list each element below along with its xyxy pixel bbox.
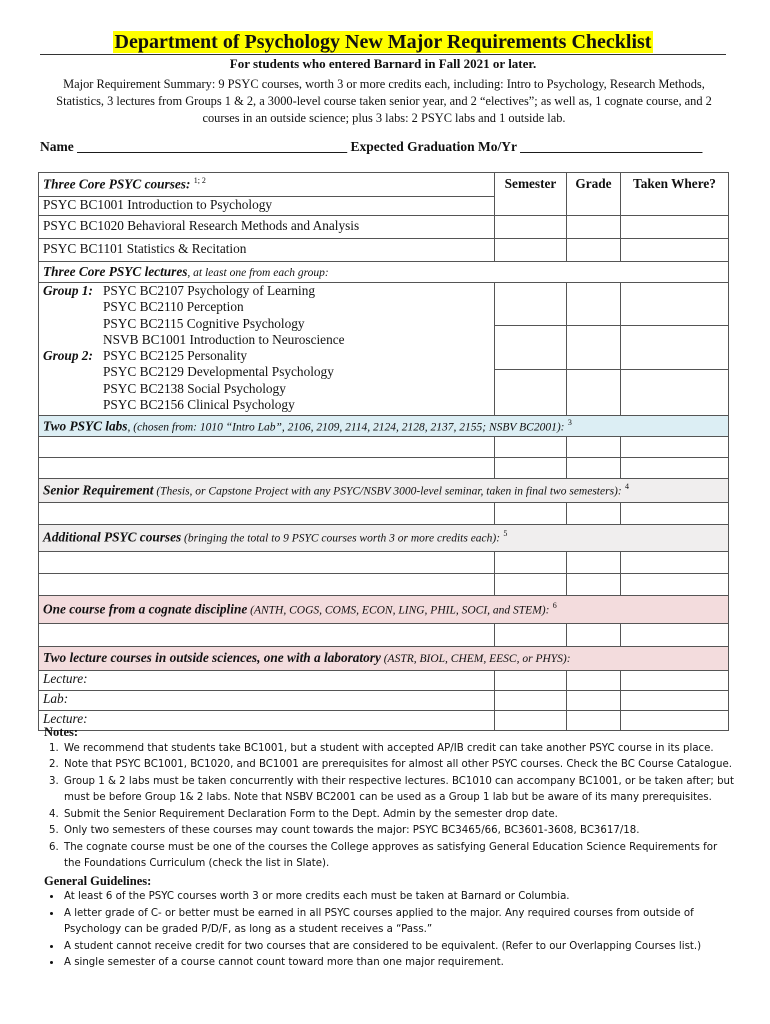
notes-section (44, 724, 734, 972)
lab-entry-row (39, 458, 729, 479)
senior-entry-row (39, 503, 729, 525)
semester-cell[interactable] (495, 239, 567, 262)
cognate-heading: One course from a cognate discipline (43, 601, 248, 617)
core-courses-heading: Three Core PSYC courses: (43, 176, 191, 192)
outside-science-row: Lab: (39, 691, 729, 711)
outside-science-heading: Two lecture courses in outside sciences, one with a laboratory (43, 650, 381, 666)
labs-heading: Two PSYC labs (43, 418, 128, 434)
additional-header-row: Additional PSYC courses (bringing the total to 9 PSYC courses worth 3 or more credits each): $^5$ (39, 525, 729, 552)
group-2-label: Group 2: (43, 348, 93, 364)
title-underline (40, 54, 726, 55)
notes-heading: Notes: (44, 725, 79, 739)
guideline-item: • A letter grade of C- or better must be earned in all PSYC courses applied to the major. Any required courses from outside of Psychology can be graded P/D/F, as long as a student receives a “Pass.” (62, 906, 734, 939)
taken-where-column-header: Taken Where? (621, 173, 729, 216)
note-item: 6. The cognate course must be one of the courses the College approves as satisfying General Education Science Requirements for the Foundations Curriculum (check the list in Slate). (62, 840, 734, 873)
cognate-header-row: One course from a cognate discipline (ANTH, COGS, COMS, ECON, LING, PHIL, SOCI, and STEM): $^6$ (39, 596, 729, 624)
additional-heading: Additional PSYC courses (43, 529, 182, 545)
note-item: 3. Group 1 & 2 labs must be taken concurrently with their respective lectures. BC1010 can accompany BC1001, or be taken after; but must be before Group 1& 2 labs. Note that NSBV BC2001 can be used as a Group 1 lab but be aware of its many prerequisites. (62, 774, 734, 807)
taken-where-cell[interactable] (621, 239, 729, 262)
guideline-item: • A student cannot receive credit for two courses that are considered to be equivalent. (Refer to our Overlapping Courses list.) (62, 939, 734, 956)
senior-heading: Senior Requirement (43, 482, 154, 498)
notes-list (44, 741, 734, 873)
guidelines-list (44, 889, 734, 972)
guideline-item: • A single semester of a course cannot count toward more than one major requirement. (62, 955, 734, 972)
senior-header-row: Senior Requirement (Thesis, or Capstone Project with any PSYC/NSBV 3000-level seminar, taken in final two semesters): $^4$ (39, 479, 729, 503)
grade-column-header: Grade (567, 173, 621, 216)
lecture-groups-row: Group 1: PSYC BC2107 Psychology of Learning PSYC BC2110 Perception PSYC BC2115 Cognitive Psychology NSVB BC1001 Introduction to Neuroscience Group 2: PSYC BC2125 Personality PSYC BC2129 Developmental Psychology PSYC BC2138 Social Psychology PSYC BC2156 Clinical Psychology (39, 283, 729, 416)
requirement-summary: Major Requirement Summary: 9 PSYC courses, worth 3 or more credits each, including: Intro to Psychology, Research Methods, Statistics, 3 lectures from Groups 1 & 2, a 3000-level course taken senior year, and 2 “electives”; as well as, 1 cognate course, and 2 courses in an outside science; plus 3 labs: 2 PSYC labs and 1 outside lab. (56, 77, 712, 125)
core-courses-header-row: Three Core PSYC courses: $^{1; 2}$ Semester Grade Taken Where? (39, 173, 729, 197)
lectures-header-row: Three Core PSYC lectures, at least one from each group: (39, 262, 729, 283)
outside-science-row: Lecture: (39, 711, 729, 731)
page-title: Department of Psychology New Major Requirements Checklist (114, 31, 652, 53)
additional-entry-row (39, 574, 729, 596)
labs-header-row: Two PSYC labs, (chosen from: 1010 “Intro Lab”, 2106, 2109, 2114, 2124, 2128, 2137, 2155; NSBV BC2001): $^3$ (39, 416, 729, 437)
note-item: 5. Only two semesters of these courses may count towards the major: PSYC BC3465/66, BC3601-3608, BC3617/18. (62, 823, 734, 840)
name-graduation-line[interactable]: Name ________________________________________ Expected Graduation Mo/Yr ___________________________ (40, 139, 703, 154)
core-course-row: PSYC BC1001 Introduction to Psychology (39, 197, 729, 216)
taken-where-cell[interactable] (621, 216, 729, 239)
cognate-entry-row (39, 624, 729, 647)
note-item: 2. Note that PSYC BC1001, BC1020, and BC1001 are prerequisites for almost all other PSYC courses. Check the BC Course Catalogue. (62, 757, 734, 774)
lab-entry-row (39, 437, 729, 458)
core-course-row: PSYC BC1101 Statistics & Recitation (39, 239, 729, 262)
guidelines-heading: General Guidelines: (44, 873, 152, 888)
subtitle: For students who entered Barnard in Fall 2021 or later. (229, 56, 537, 71)
outside-science-row: Lecture: (39, 671, 729, 691)
semester-column-header: Semester (495, 173, 567, 216)
guideline-item: • At least 6 of the PSYC courses worth 3 or more credits each must be taken at Barnard or Columbia. (62, 889, 734, 906)
note-item: 4. Submit the Senior Requirement Declaration Form to the Dept. Admin by the semester drop date. (62, 807, 734, 824)
core-course-row: PSYC BC1020 Behavioral Research Methods and Analysis (39, 216, 729, 239)
semester-cell[interactable] (495, 216, 567, 239)
grade-cell[interactable] (567, 239, 621, 262)
group-1-label: Group 1: (43, 283, 93, 298)
requirements-table (38, 172, 729, 731)
additional-entry-row (39, 552, 729, 574)
note-item: 1. We recommend that students take BC1001, but a student with accepted AP/IB credit can take another PSYC course in its place. (62, 741, 734, 758)
lectures-heading: Three Core PSYC lectures (43, 264, 188, 279)
outside-science-header-row: Two lecture courses in outside sciences, one with a laboratory (ASTR, BIOL, CHEM, EESC, or PHYS): (39, 647, 729, 671)
grade-cell[interactable] (567, 216, 621, 239)
